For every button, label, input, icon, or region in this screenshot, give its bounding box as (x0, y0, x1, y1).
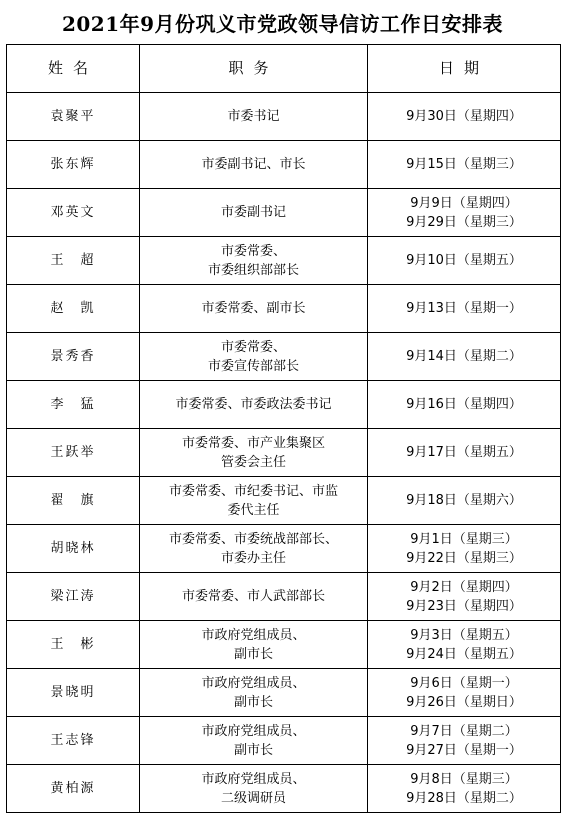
date-line: 9月28日（星期二） (406, 790, 522, 806)
cell-name: 王跃举 (7, 429, 140, 477)
cell-date (368, 93, 561, 141)
cell-date (368, 765, 561, 813)
table-row (7, 477, 561, 525)
position-line: 市政府党组成员、 (201, 675, 306, 691)
cell-name: 赵 凯 (7, 285, 140, 333)
cell-name: 张东辉 (7, 141, 140, 189)
cell-position (140, 93, 368, 141)
cell-date (368, 285, 561, 333)
cell-position (140, 621, 368, 669)
table-row (7, 525, 561, 573)
cell-date (368, 141, 561, 189)
cell-position (140, 429, 368, 477)
position-line: 市委常委、 (220, 243, 286, 259)
position-line: 管委会主任 (220, 454, 286, 470)
cell-name: 翟 旗 (7, 477, 140, 525)
position-line: 市委常委、市委政法委书记 (175, 397, 332, 412)
date-line: 9月13日（星期一） (406, 301, 522, 316)
cell-name: 王 彬 (7, 621, 140, 669)
table-row (7, 381, 561, 429)
date-line: 9月10日（星期五） (406, 253, 522, 268)
position-line: 副市长 (233, 646, 273, 662)
date-line: 9月23日（星期四） (406, 598, 522, 614)
position-line: 市委宣传部部长 (207, 358, 299, 374)
date-line: 9月26日（星期日） (406, 694, 522, 710)
table-body (7, 93, 561, 813)
header-date: 日期 (368, 45, 561, 93)
date-line: 9月7日（星期二） (410, 723, 518, 739)
table-row (7, 189, 561, 237)
cell-name: 袁聚平 (7, 93, 140, 141)
position-line: 市政府党组成员、 (201, 771, 306, 787)
cell-position (140, 141, 368, 189)
table-row (7, 669, 561, 717)
cell-position (140, 333, 368, 381)
position-line: 副市长 (233, 742, 273, 758)
cell-position (140, 285, 368, 333)
table-header-row (7, 45, 561, 93)
date-line: 9月14日（星期二） (406, 349, 522, 364)
page-title: 2021年9月份巩义市党政领导信访工作日安排表 (61, 11, 504, 36)
position-line: 市政府党组成员、 (201, 627, 306, 643)
date-line: 9月9日（星期四） (410, 195, 518, 211)
position-line: 市委副书记 (220, 205, 286, 220)
date-line: 9月17日（星期五） (406, 445, 522, 460)
cell-name: 王志锋 (7, 717, 140, 765)
cell-name: 景秀香 (7, 333, 140, 381)
date-line: 9月29日（星期三） (406, 214, 522, 230)
table-row (7, 333, 561, 381)
cell-position (140, 573, 368, 621)
table-row (7, 717, 561, 765)
date-line: 9月1日（星期三） (410, 531, 518, 547)
cell-position (140, 237, 368, 285)
cell-date (368, 477, 561, 525)
position-line: 市委常委、市委统战部部长、 (168, 531, 338, 547)
cell-date (368, 237, 561, 285)
date-line: 9月2日（星期四） (410, 579, 518, 595)
position-line: 市委常委、市纪委书记、市监 (168, 483, 338, 499)
position-line: 市委常委、市产业集聚区 (181, 435, 325, 451)
date-line: 9月24日（星期五） (406, 646, 522, 662)
cell-date (368, 381, 561, 429)
date-line: 9月8日（星期三） (410, 771, 518, 787)
table-row (7, 429, 561, 477)
position-line: 市委常委、 (220, 339, 286, 355)
date-line: 9月15日（星期三） (406, 157, 522, 172)
position-line: 副市长 (233, 694, 273, 710)
cell-position (140, 525, 368, 573)
position-line: 委代主任 (227, 502, 280, 518)
position-line: 市委组织部部长 (207, 262, 299, 278)
cell-position (140, 669, 368, 717)
cell-date (368, 429, 561, 477)
cell-date (368, 189, 561, 237)
table-row (7, 237, 561, 285)
cell-name: 李 猛 (7, 381, 140, 429)
cell-name: 王 超 (7, 237, 140, 285)
schedule-table (6, 44, 561, 813)
cell-position (140, 717, 368, 765)
position-line: 市委书记 (227, 109, 280, 124)
cell-name: 黄柏源 (7, 765, 140, 813)
cell-date (368, 525, 561, 573)
position-line: 市委副书记、市长 (201, 157, 306, 172)
position-line: 市政府党组成员、 (201, 723, 306, 739)
date-line: 9月22日（星期三） (406, 550, 522, 566)
table-row (7, 573, 561, 621)
table-row (7, 765, 561, 813)
date-line: 9月16日（星期四） (406, 397, 522, 412)
cell-name: 景晓明 (7, 669, 140, 717)
cell-date (368, 621, 561, 669)
cell-name: 邓英文 (7, 189, 140, 237)
cell-position (140, 477, 368, 525)
cell-position (140, 765, 368, 813)
table-row (7, 285, 561, 333)
date-line: 9月3日（星期五） (410, 627, 518, 643)
position-line: 市委常委、市人武部部长 (181, 589, 325, 604)
cell-position (140, 381, 368, 429)
position-line: 二级调研员 (220, 790, 286, 806)
cell-date (368, 333, 561, 381)
cell-name: 胡晓林 (7, 525, 140, 573)
cell-name: 梁江涛 (7, 573, 140, 621)
position-line: 市委常委、副市长 (201, 301, 306, 316)
table-row (7, 93, 561, 141)
cell-date (368, 717, 561, 765)
cell-date (368, 669, 561, 717)
date-line: 9月27日（星期一） (406, 742, 522, 758)
cell-date (368, 573, 561, 621)
cell-position (140, 189, 368, 237)
header-position: 职务 (140, 45, 368, 93)
date-line: 9月18日（星期六） (406, 493, 522, 508)
table-row (7, 141, 561, 189)
table-row (7, 621, 561, 669)
date-line: 9月30日（星期四） (406, 109, 522, 124)
header-name: 姓名 (7, 45, 140, 93)
position-line: 市委办主任 (220, 550, 286, 566)
date-line: 9月6日（星期一） (410, 675, 518, 691)
